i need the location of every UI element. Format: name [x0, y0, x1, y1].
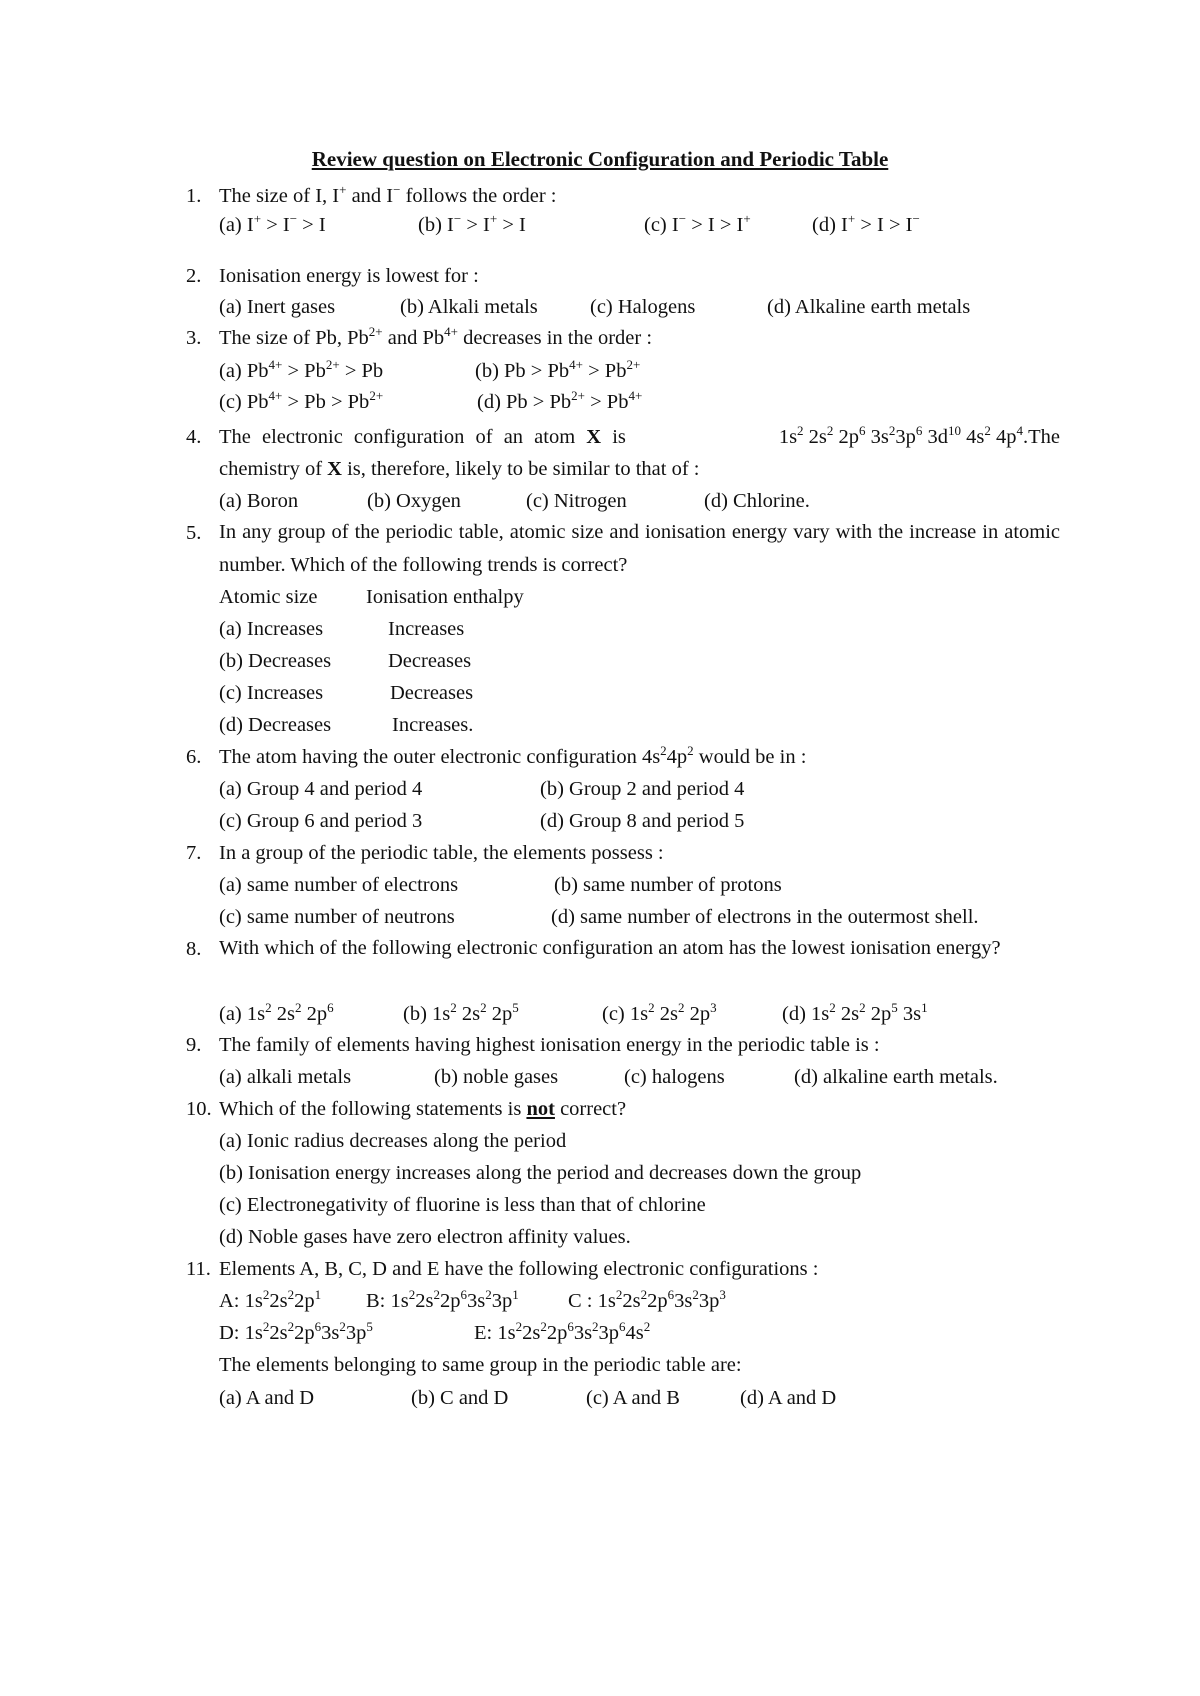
electron-configuration: $1s^2$ $2s^2$ $2p^6$ $3s^23p^6$ $3d^{10}$ $4s^2$ $4p^4.The$: [778, 423, 1060, 448]
question-stem: The atom having the outer electronic configuration $4s^24p^2$ would be in :: [219, 743, 807, 768]
option-a: (a) Group 4 and period 4: [219, 778, 423, 800]
option-b: (b) Oxygen: [367, 490, 461, 512]
column-header-atomic-size: Atomic size: [219, 586, 318, 608]
option-a-trend: Increases: [388, 618, 465, 640]
option-b: (b) Ionisation energy increases along the period and decreases down the group: [219, 1162, 862, 1184]
option-d: (d) alkaline earth metals.: [794, 1066, 998, 1088]
config-a: A: $1s^22s^22p^1$: [219, 1287, 322, 1312]
option-a: (a) Increases: [219, 618, 324, 640]
option-c: (c) A and B: [586, 1387, 680, 1409]
option-d: (d) Chlorine.: [704, 490, 810, 512]
option-d: (d) Noble gases have zero electron affinity values.: [219, 1226, 631, 1248]
option-d: (d) Alkaline earth metals: [767, 296, 971, 318]
question-stem: With which of the following electronic configuration an atom has the lowest ionisation energy?: [219, 937, 1001, 959]
option-c: (c) Electronegativity of fluorine is less than that of chlorine: [219, 1194, 706, 1216]
config-b: B: $1s^22s^22p^63s^23p^1$: [366, 1287, 519, 1312]
option-d: (d) Group 8 and period 5: [540, 810, 745, 832]
option-d: (d) same number of electrons in the outermost shell.: [551, 906, 979, 928]
option-c: (c) $1s^2$ $2s^2$ $2p^3$: [602, 1000, 717, 1025]
option-b: (b) C and D: [411, 1387, 509, 1409]
question-number: 8.: [186, 938, 202, 960]
option-b: (b) noble gases: [434, 1066, 559, 1088]
option-a: (a) A and D: [219, 1387, 315, 1409]
option-d: (d) I+ > I > I−: [812, 211, 920, 236]
question-stem: The family of elements having highest ionisation energy in the periodic table is :: [219, 1034, 880, 1056]
question-number: 4.: [186, 426, 202, 448]
question-number: 10.: [186, 1098, 212, 1120]
option-b: (b) $Pb > Pb^{4+} > Pb^{2+}$: [475, 357, 641, 382]
question-number: 3.: [186, 327, 202, 349]
question-number: 9.: [186, 1034, 202, 1056]
option-a: (a) $Pb^{4+} > Pb^{2+} > Pb$: [219, 357, 384, 382]
option-a: (a) same number of electrons: [219, 874, 459, 896]
option-c: (c) I− > I > I+: [644, 211, 751, 236]
option-a: (a) I+ > I− > I: [219, 211, 326, 236]
config-c: C : $1s^22s^22p^63s^23p^3$: [568, 1287, 726, 1312]
option-d: (d) $1s^2$ $2s^2$ $2p^5$ $3s^1$: [782, 1000, 928, 1025]
column-header-ionisation: Ionisation enthalpy: [366, 586, 524, 608]
option-a: (a) $1s^2$ $2s^2$ $2p^6$: [219, 1000, 334, 1025]
option-d-trend: Increases.: [392, 714, 474, 736]
question-number: 1.: [186, 185, 202, 207]
option-c: (c) Nitrogen: [526, 490, 627, 512]
question-stem-continued: chemistry of X is, therefore, likely to be similar to that of :: [219, 458, 700, 480]
option-b-trend: Decreases: [388, 650, 472, 672]
question-number: 2.: [186, 265, 202, 287]
option-d: (d) A and D: [740, 1387, 837, 1409]
config-d: D: $1s^22s^22p^63s^23p^5$: [219, 1319, 373, 1344]
option-a: (a) Ionic radius decreases along the period: [219, 1130, 567, 1152]
option-b: (b) Decreases: [219, 650, 332, 672]
question-number: 11.: [186, 1258, 211, 1280]
option-c: (c) $Pb^{4+} > Pb > Pb^{2+}$: [219, 388, 384, 413]
question-stem: The size of I, I+ and I− follows the order :: [219, 182, 557, 207]
option-b: (b) I− > I+ > I: [418, 211, 526, 236]
option-d: (d) Decreases: [219, 714, 332, 736]
question-number: 7.: [186, 842, 202, 864]
question-number: 6.: [186, 746, 202, 768]
question-stem: The electronic configuration of an atom X is $1s^2$ $2s^2$ $2p^6$ $3s^23p^6$ $3d^{10}$ $4s^2$ $4p^4.The$: [219, 423, 1060, 448]
question-stem: In any group of the periodic table, atomic size and ionisation energy vary with the increase in atomic number. Which of the following trends is correct?: [219, 521, 1060, 576]
question-stem: In a group of the periodic table, the elements possess :: [219, 842, 664, 864]
question-number: 5.: [186, 522, 202, 544]
page-title: Review question on Electronic Configuration and Periodic Table: [311, 147, 889, 171]
option-c: (c) halogens: [624, 1066, 725, 1088]
option-d: (d) $Pb > Pb^{2+} > Pb^{4+}$: [477, 388, 643, 413]
question-prompt: The elements belonging to same group in the periodic table are:: [219, 1354, 742, 1376]
option-c: (c) Increases: [219, 682, 324, 704]
option-c: (c) Group 6 and period 3: [219, 810, 423, 832]
question-stem: Which of the following statements is not correct?: [219, 1098, 627, 1120]
question-stem: Ionisation energy is lowest for :: [219, 265, 479, 287]
option-a: (a) Inert gases: [219, 296, 336, 318]
config-e: E: $1s^22s^22p^63s^23p^64s^2$: [474, 1319, 651, 1344]
option-b: (b) Group 2 and period 4: [540, 778, 745, 800]
option-b: (b) Alkali metals: [400, 296, 538, 318]
option-a: (a) alkali metals: [219, 1066, 352, 1088]
question-stem: The size of Pb, $Pb^{2+}$ and $Pb^{4+}$ decreases in the order :: [219, 324, 653, 349]
option-b: (b) $1s^2$ $2s^2$ $2p^5$: [403, 1000, 519, 1025]
option-c: (c) Halogens: [590, 296, 696, 318]
option-a: (a) Boron: [219, 490, 299, 512]
option-c-trend: Decreases: [390, 682, 474, 704]
question-stem: Elements A, B, C, D and E have the following electronic configurations :: [219, 1258, 819, 1280]
option-c: (c) same number of neutrons: [219, 906, 455, 928]
option-b: (b) same number of protons: [554, 874, 782, 896]
